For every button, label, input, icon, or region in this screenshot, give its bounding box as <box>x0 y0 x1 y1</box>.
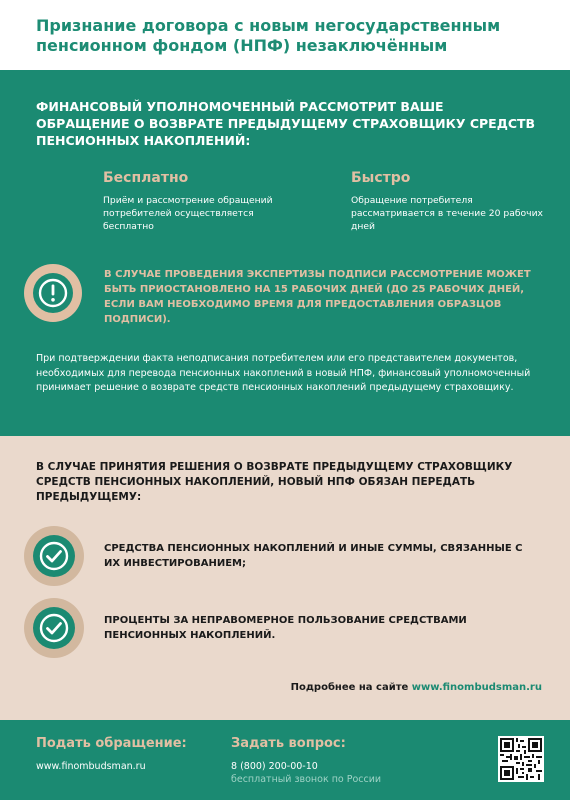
obligation-item <box>24 526 544 586</box>
obligations-section <box>0 436 570 720</box>
submit-title: Подать обращение: <box>36 736 187 751</box>
feature-free-text: Приём и рассмотрение обращений потребителей осуществляется бесплатно <box>103 195 273 232</box>
decision-paragraph: При подтверждении факта неподписания потребителем или его представителем документов, необходимых для перевода пенсионных накоплений в новый НПФ, финансовый уполномоченный принимает решение о возврате средств пенсионных накоплений предыдущему страховщику. <box>36 353 531 393</box>
exclamation-icon <box>24 264 82 322</box>
more-info-label: Подробнее на сайте <box>290 682 409 693</box>
obligation-text: СРЕДСТВА ПЕНСИОННЫХ НАКОПЛЕНИЙ И ИНЫЕ СУММЫ, СВЯЗАННЫЕ С ИХ ИНВЕСТИРОВАНИЕМ; <box>104 543 523 569</box>
phone-note: бесплатный звонок по России <box>231 774 382 785</box>
question-title: Задать вопрос: <box>231 736 346 751</box>
page-title: Признание договора с новым негосударственным пенсионном фондом (НПФ) незаключённым <box>36 16 501 55</box>
check-icon <box>24 526 84 586</box>
footer <box>0 720 570 800</box>
phone-number[interactable]: 8 (800) 200-00-10 <box>231 761 318 772</box>
submit-site-link[interactable]: www.finombudsman.ru <box>36 761 146 772</box>
intro-heading: ФИНАНСОВЫЙ УПОЛНОМОЧЕННЫЙ РАССМОТРИТ ВАШЕ ОБРАЩЕНИЕ О ВОЗВРАТЕ ПРЕДЫДУЩЕМУ СТРАХОВЩИКУ СРЕДСТВ ПЕНСИОННЫХ НАКОПЛЕНИЙ: <box>36 99 536 148</box>
more-info-line <box>0 682 542 693</box>
info-section <box>0 70 570 436</box>
obligation-text: ПРОЦЕНТЫ ЗА НЕПРАВОМЕРНОЕ ПОЛЬЗОВАНИЕ СРЕДСТВАМИ ПЕНСИОННЫХ НАКОПЛЕНИЙ. <box>104 615 467 641</box>
feature-fast-text: Обращение потребителя рассматривается в течение 20 рабочих дней <box>351 195 543 232</box>
qr-code-icon <box>498 736 544 782</box>
submit-block <box>36 736 187 773</box>
check-icon <box>24 598 84 658</box>
header <box>0 0 570 70</box>
site-link[interactable]: www.finombudsman.ru <box>411 682 542 693</box>
obligation-item <box>24 598 544 658</box>
question-block <box>231 736 381 786</box>
warning-text: В СЛУЧАЕ ПРОВЕДЕНИЯ ЭКСПЕРТИЗЫ ПОДПИСИ РАССМОТРЕНИЕ МОЖЕТ БЫТЬ ПРИОСТАНОВЛЕНО НА 15 РАБОЧИХ ДНЕЙ (ДО 25 РАБОЧИХ ДНЕЙ, ЕСЛИ ВАМ НЕОБХОДИМО ВРЕМЯ ДЛЯ ПРЕДОСТАВЛЕНИЯ ОБРАЗЦОВ ПОДПИСИ). <box>104 269 531 325</box>
feature-free <box>103 170 303 233</box>
feature-fast-title: Быстро <box>351 170 411 186</box>
obligations-heading: В СЛУЧАЕ ПРИНЯТИЯ РЕШЕНИЯ О ВОЗВРАТЕ ПРЕДЫДУЩЕМУ СТРАХОВЩИКУ СРЕДСТВ ПЕНСИОННЫХ НАКОПЛЕНИЙ, НОВЫЙ НПФ ОБЯЗАН ПЕРЕДАТЬ ПРЕДЫДУЩЕМУ: <box>36 461 513 503</box>
feature-fast <box>351 170 551 233</box>
feature-free-title: Бесплатно <box>103 170 189 186</box>
